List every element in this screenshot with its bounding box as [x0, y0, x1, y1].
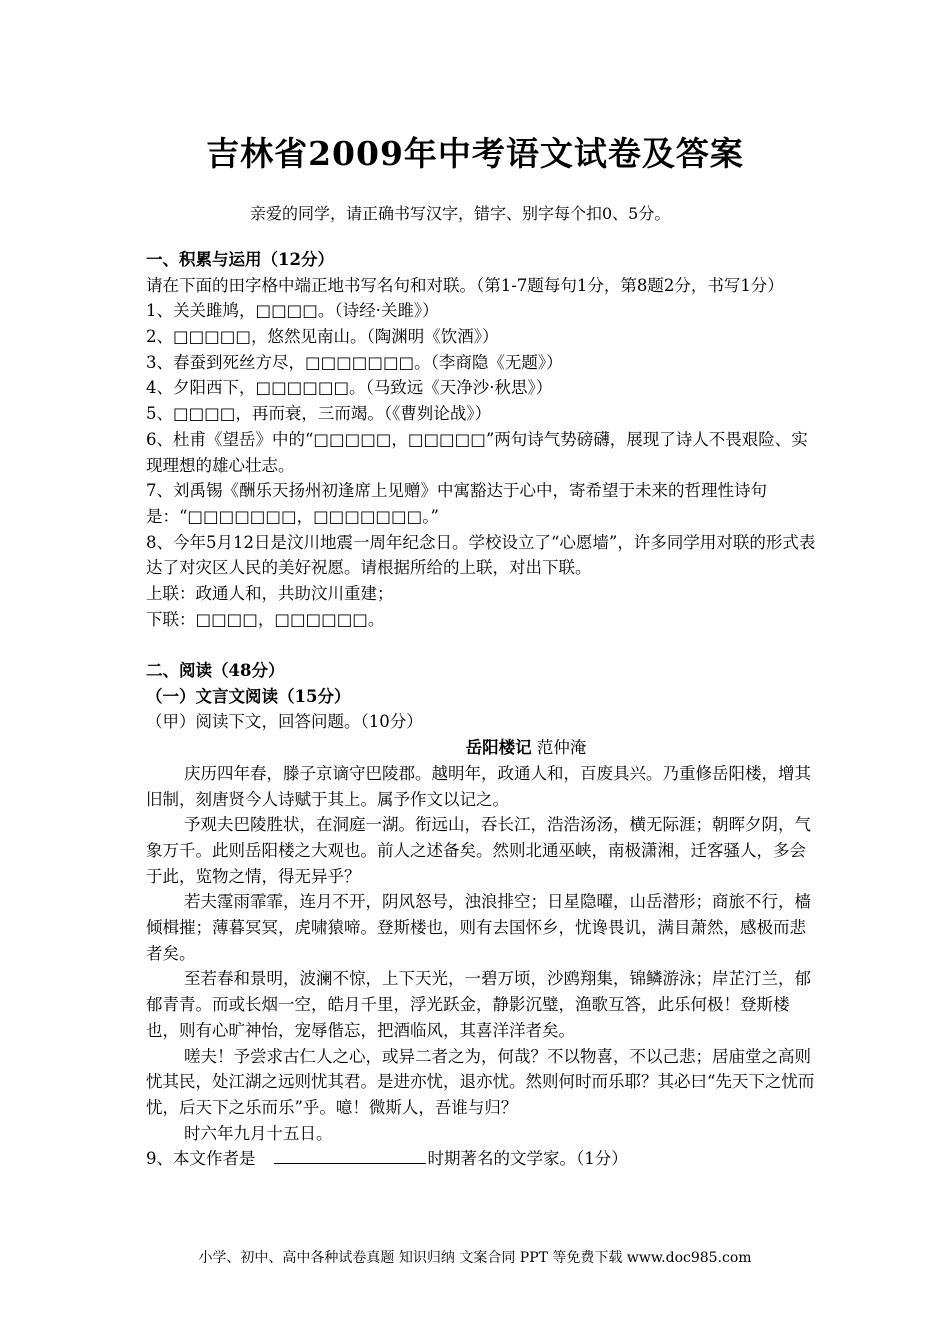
question-9-suffix: 时期著名的文学家。（1分） [427, 1149, 628, 1169]
passage-author: 范仲淹 [536, 738, 587, 758]
section2-heading: 二、阅读（48分） [146, 661, 285, 681]
couplet-upper: 上联：政通人和，共助汶川重建； [146, 584, 394, 604]
answer-blank[interactable] [274, 1146, 426, 1164]
question-1: 1、关关雎鸠，□□□□。（诗经·关雎》） [146, 301, 439, 321]
question-3: 3、春蚕到死丝方尽，□□□□□□□。（李商隐《无题》） [146, 352, 563, 372]
passage-paragraph: 予观夫巴陵胜状，在洞庭一湖。衔远山，吞长江，浩浩汤汤，横无际涯；朝晖夕阴，气象万千。此则岳阳楼之大观也。前人之述备矣。然则北通巫峡，南极潇湘，迁客骚人，多会于此，览物之情，得无异乎？ [146, 815, 811, 886]
question-2: 2、□□□□□，悠然见南山。（陶渊明《饮酒》） [146, 327, 499, 347]
intro-note: 亲爱的同学，请正确书写汉字，错字、别字每个扣0、5分。 [250, 204, 671, 223]
passage-heading [146, 735, 816, 761]
passage-date: 时六年九月十五日。 [184, 1123, 333, 1143]
question-9-prefix: 9、本文作者是 [146, 1149, 256, 1169]
section2-sub-heading: （一）文言文阅读（15分） [146, 686, 351, 706]
passage-paragraph: 至若春和景明，波澜不惊，上下天光，一碧万顷，沙鸥翔集，锦鳞游泳；岸芷汀兰，郁郁青青。而或长烟一空，皓月千里，浮光跃金，静影沉璧，渔歌互答，此乐何极！登斯楼也，则有心旷神怡，宠辱偕忘，把酒临风，其喜洋洋者矣。 [146, 969, 811, 1040]
question-7: 7、刘禹锡《酬乐天扬州初逢席上见赠》中寓豁达于心中，寄希望于未来的哲理性诗句是：“□□□□□□□，□□□□□□□。” [146, 481, 767, 526]
question-9 [146, 1146, 816, 1172]
question-6: 6、杜甫《望岳》中的“□□□□□，□□□□□”两句诗气势磅礴，展现了诗人不畏艰险、实现理想的雄心壮志。 [146, 429, 808, 475]
page-title: 吉林省2009年中考语文试卷及答案 [206, 134, 744, 173]
exam-body [146, 247, 816, 1172]
part-a-instruction: （甲）阅读下文，回答问题。（10分） [146, 712, 423, 732]
passage-title: 岳阳楼记 [465, 738, 532, 758]
passage-paragraph: 庆历四年春，滕子京谪守巴陵郡。越明年，政通人和，百废具兴。乃重修岳阳楼，增其旧制，刻唐贤今人诗赋于其上。属予作文以记之。 [146, 763, 811, 809]
section1-instruction: 请在下面的田字格中端正地书写名句和对联。（第1-7题每句1分，第8题2分，书写1分） [146, 275, 784, 295]
passage-paragraph: 若夫霪雨霏霏，连月不开，阴风怒号，浊浪排空；日星隐曜，山岳潜形；商旅不行，樯倾楫摧；薄暮冥冥，虎啸猿啼。登斯楼也，则有去国怀乡，忧谗畏讥，满目萧然，感极而悲者矣。 [146, 892, 811, 963]
page-footer: 小学、初中、高中各种试卷真题 知识归纳 文案合同 PPT 等免费下载 www.doc985.com [198, 1250, 752, 1266]
couplet-lower: 下联：□□□□，□□□□□□。 [146, 609, 385, 629]
passage-paragraph: 嗟夫！予尝求古仁人之心，或异二者之为，何哉？不以物喜，不以己悲；居庙堂之高则忧其民，处江湖之远则忧其君。是进亦忧，退亦忧。然则何时而乐耶？其必曰“先天下之忧而忧，后天下之乐而乐”乎。噫！微斯人，吾谁与归？ [146, 1046, 815, 1117]
question-5: 5、□□□□，再而衰，三而竭。（《曹刿论战》） [146, 404, 492, 424]
section1-heading: 一、积累与运用（12分） [146, 250, 334, 269]
question-8: 8、今年5月12日是汶川地震一周年纪念日。学校设立了“心愿墙”，许多同学用对联的形式表达了对灾区人民的美好祝愿。请根据所给的上联，对出下联。 [146, 532, 816, 578]
question-4: 4、夕阳西下，□□□□□□。（马致远《天净沙·秋思》） [146, 378, 553, 398]
